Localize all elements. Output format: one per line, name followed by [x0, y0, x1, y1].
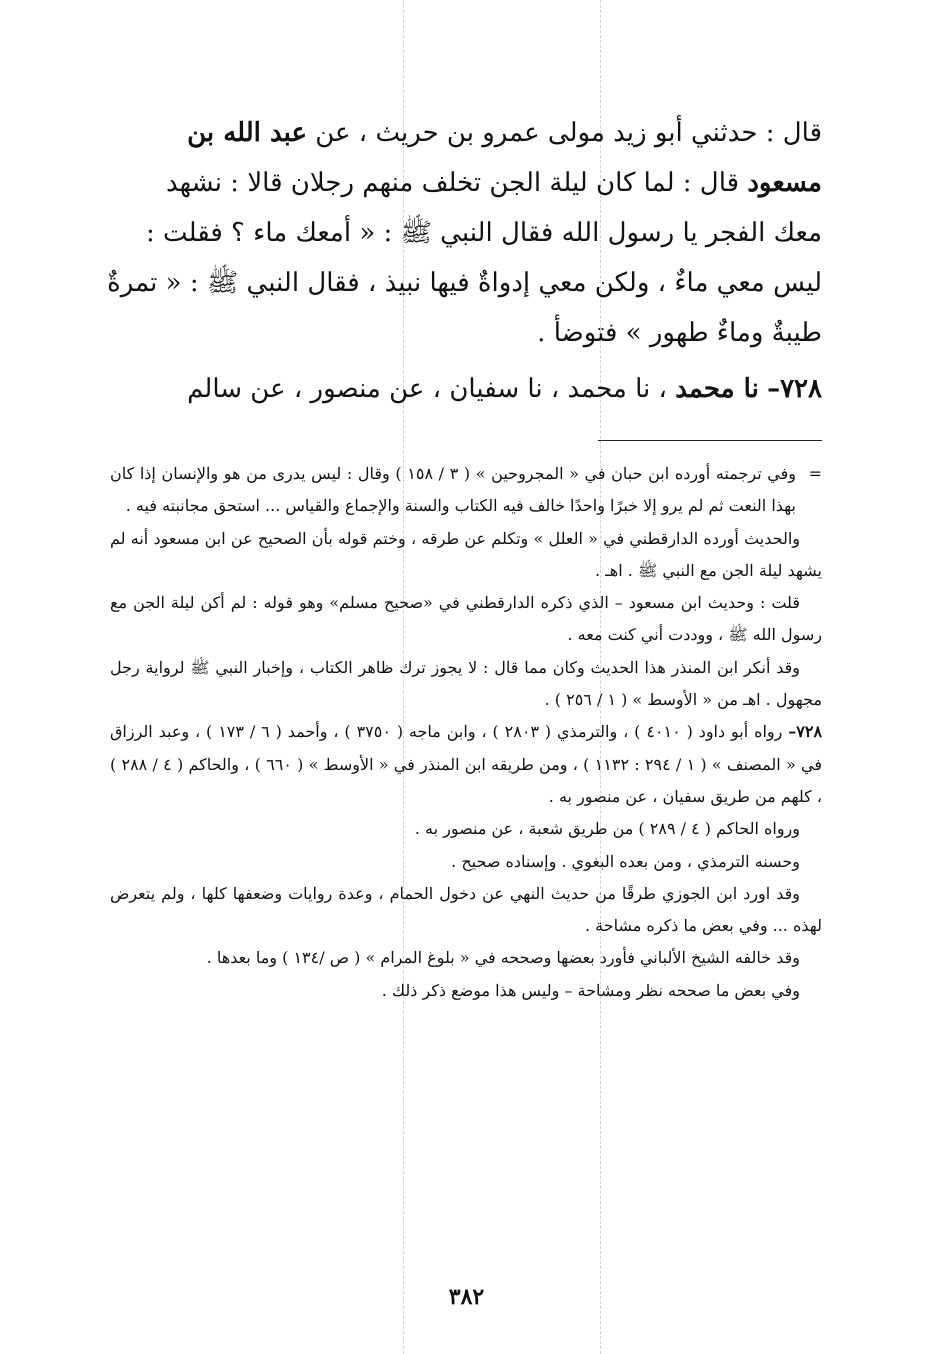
footnote-text: وفي ترجمته أورده ابن حبان في « المجروحين » ( ٣ / ١٥٨ ) وقال : ليس يدرى من هو والإنسان إذا كان بهذا النعت ثم لم يرو إلا خبرًا واحدًا خالف فيه الكتاب والسنة والإجماع والقياس ... استحق مجانبته فيه .: [110, 464, 796, 516]
footnote-paragraph: قلت : وحديث ابن مسعود – الذي ذكره الدارقطني في «صحيح مسلم» وهو قوله : لم أكن ليلة الجن مع رسول الله ﷺ ، ووددت أني كنت معه .: [110, 593, 822, 645]
footnote-divider: [598, 440, 822, 441]
continuation-mark: =: [808, 464, 822, 483]
main-line: طيبةٌ وماءٌ طهور » فتوضأ .: [537, 318, 822, 348]
footnote-paragraph: وفي بعض ما صححه نظر ومشاحة – وليس هذا موضع ذكر ذلك .: [381, 980, 800, 1000]
hadith-heading: [100, 364, 822, 414]
footnote-paragraph: وقد أنكر ابن المنذر هذا الحديث وكان مما قال : لا يجوز ترك ظاهر الكتاب ، وإخبار النبي ﷺ لرواية رجل مجهول . اهـ من « الأوسط » ( ١ / ٢٥٦ ) .: [110, 657, 822, 710]
footnote-paragraph: [110, 458, 822, 523]
text-span: قال : لما كان ليلة الجن تخلف منهم رجلان قالا : نشهد: [165, 168, 740, 198]
narrator-name: نا محمد: [675, 374, 759, 404]
footnote-text: رواه أبو داود ( ٤٠١٠ ) ، والترمذي ( ٢٨٠٣ ) ، وابن ماجه ( ٣٧٥٠ ) ، وأحمد ( ٦ / ١٧٣ ) ، وعبد الرزاق في « المصنف » ( ١ / ٢٩٤ : ١١٣٢ ) ، ومن طريقه ابن المنذر في « الأوسط » ( ٦٦٠ ) ، والحاكم ( ٤ / ٢٨٨ ) ، كلهم من طريق سفيان ، عن منصور به .: [110, 722, 823, 806]
footnote-paragraph: وحسنه الترمذي ، ومن بعده البغوي . وإسناده صحيح .: [451, 851, 800, 871]
narrator-name: عبد الله بن: [187, 118, 307, 148]
isnad-text: ، نا محمد ، نا سفيان ، عن منصور ، عن سالم: [187, 374, 667, 404]
main-line: [100, 108, 822, 158]
footnote-paragraph: [110, 716, 822, 813]
footnote-number: ٧٢٨–: [788, 722, 823, 742]
footnote-paragraph: وقد خالفه الشيخ الألباني فأورد بعضها وصححه في « بلوغ المرام » ( ص /١٣٤ ) وما بعدها .: [206, 948, 800, 968]
main-line: [100, 158, 822, 208]
narrator-name: مسعود: [747, 168, 822, 198]
footnote-paragraph: وقد اورد ابن الجوزي طرقًا من حديث النهي عن دخول الحمام ، وعدة روايات وضعفها كلها ، ولم يتعرض لهذه ... وفي بعض ما ذكره مشاحة .: [110, 883, 822, 936]
text-span: قال : حدثني أبو زيد مولى عمرو بن حريث ، عن: [315, 118, 822, 148]
page-number: ٣٨٢: [448, 1284, 485, 1310]
footnote-paragraph: ورواه الحاكم ( ٤ / ٢٨٩ ) من طريق شعبة ، عن منصور به .: [414, 819, 800, 839]
main-line: معك الفجر يا رسول الله فقال النبي ﷺ : « أمعك ماء ؟ فقلت :: [146, 218, 822, 248]
hadith-number: ٧٢٨–: [767, 374, 822, 404]
footnote-paragraph: والحديث أورده الدارقطني في « العلل » وتكلم عن طرقه ، وختم قوله بأن الصحيح عن ابن مسعود أنه لم يشهد ليلة الجن مع النبي ﷺ . اهـ .: [110, 528, 822, 580]
main-text: [100, 108, 822, 358]
footnotes: [110, 458, 822, 1007]
main-line: ليس معي ماءٌ ، ولكن معي إدواةٌ فيها نبيذ ، فقال النبي ﷺ : « تمرةٌ: [107, 268, 822, 298]
